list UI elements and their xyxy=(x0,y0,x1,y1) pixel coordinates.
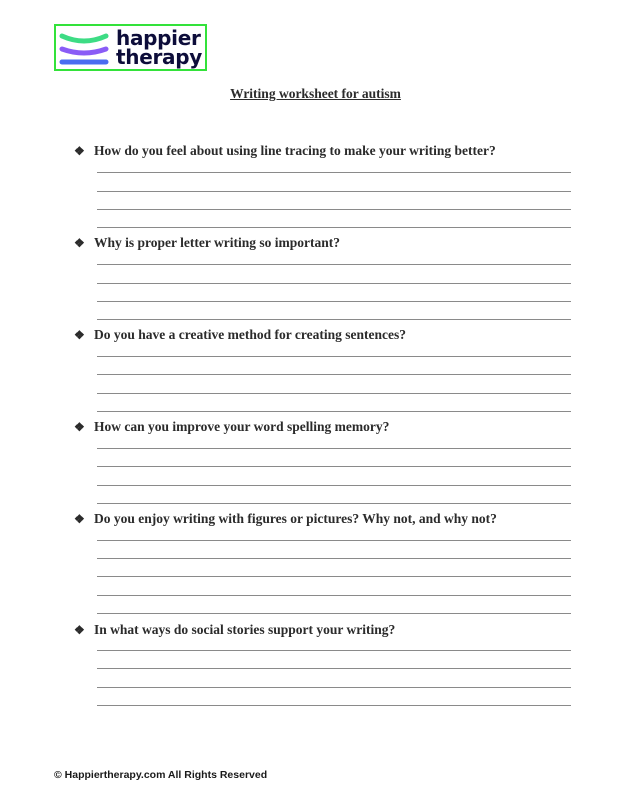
answer-line[interactable] xyxy=(97,448,571,449)
answer-line[interactable] xyxy=(97,227,571,228)
answer-line[interactable] xyxy=(97,650,571,651)
answer-line[interactable] xyxy=(97,595,571,596)
question-text: Do you enjoy writing with figures or pictures? Why not, and why not? xyxy=(94,511,497,526)
answer-line[interactable] xyxy=(97,209,571,210)
diamond-bullet-icon: ❖ xyxy=(74,328,85,342)
question-text: Why is proper letter writing so important? xyxy=(94,235,340,250)
answer-line[interactable] xyxy=(97,503,571,504)
answer-line[interactable] xyxy=(97,613,571,614)
happier-therapy-logo xyxy=(54,24,207,71)
answer-line[interactable] xyxy=(97,356,571,357)
answer-line[interactable] xyxy=(97,540,571,541)
diamond-bullet-icon: ❖ xyxy=(74,420,85,434)
diamond-bullet-icon: ❖ xyxy=(74,512,85,526)
answer-line[interactable] xyxy=(97,172,571,173)
answer-line[interactable] xyxy=(97,687,571,688)
question-item xyxy=(74,622,395,638)
question-text: How do you feel about using line tracing to make your writing better? xyxy=(94,143,496,158)
worksheet-title: Writing worksheet for autism xyxy=(230,86,401,101)
question-item xyxy=(74,143,496,159)
answer-line[interactable] xyxy=(97,411,571,412)
question-item xyxy=(74,419,389,435)
answer-line[interactable] xyxy=(97,264,571,265)
copyright-footer: © Happiertherapy.com All Rights Reserved xyxy=(54,769,268,781)
diamond-bullet-icon: ❖ xyxy=(74,236,85,250)
answer-line[interactable] xyxy=(97,485,571,486)
question-item xyxy=(74,235,340,251)
answer-line[interactable] xyxy=(97,191,571,192)
answer-line[interactable] xyxy=(97,374,571,375)
logo-text-therapy: therapy xyxy=(116,45,202,69)
question-text: In what ways do social stories support your writing? xyxy=(94,622,396,637)
answer-line[interactable] xyxy=(97,301,571,302)
answer-line[interactable] xyxy=(97,705,571,706)
answer-line[interactable] xyxy=(97,393,571,394)
answer-line[interactable] xyxy=(97,558,571,559)
diamond-bullet-icon: ❖ xyxy=(74,623,85,637)
logo-text-happier: happier xyxy=(116,26,201,50)
answer-line[interactable] xyxy=(97,576,571,577)
question-item xyxy=(74,511,497,527)
answer-line[interactable] xyxy=(97,466,571,467)
answer-line[interactable] xyxy=(97,283,571,284)
question-text: Do you have a creative method for creating sentences? xyxy=(94,327,406,342)
answer-line[interactable] xyxy=(97,668,571,669)
question-item xyxy=(74,327,406,343)
answer-line[interactable] xyxy=(97,319,571,320)
diamond-bullet-icon: ❖ xyxy=(74,144,85,158)
question-text: How can you improve your word spelling memory? xyxy=(94,419,390,434)
logo-waves-icon xyxy=(59,30,109,68)
